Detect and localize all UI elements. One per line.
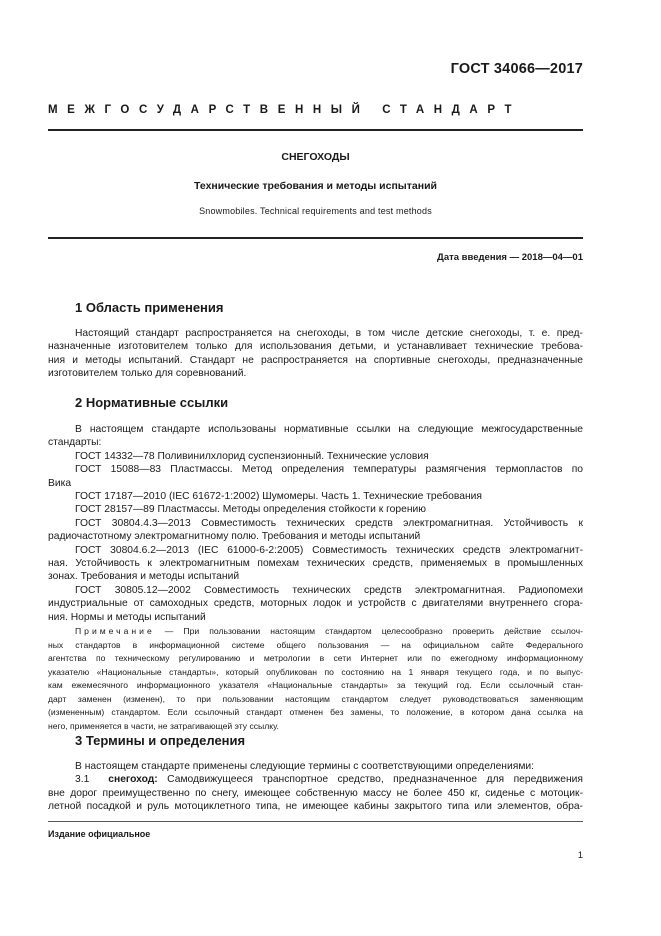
- note-line: кам ежемесячного информационного указателя «Национальные стандарты» за текущий год. Если ссылочный стан-: [48, 680, 583, 690]
- note-line: агентства по техническому регулированию и метрологии в сети Интернет или по ежегодному информационному: [48, 653, 583, 663]
- note-line: указателю «Национальные стандарты», который опубликован по состоянию на 1 января текущего года, и по выпус-: [48, 666, 583, 677]
- reference-line: ГОСТ 15088—83 Пластмассы. Метод определения температуры размягчения термопластов по: [75, 464, 583, 476]
- text-line: назначенные изготовителем только для использования детьми, и устанавливает технические требова-: [48, 341, 583, 353]
- text-line: вне дорог преимущественно по снегу, имеющее собственную массу не более 450 кг, сиденье с мотоцик-: [48, 787, 583, 799]
- reference-line: зонах. Требования и методы испытаний: [48, 571, 240, 583]
- reference-line: ния. Нормы и методы испытаний: [48, 611, 206, 623]
- text-line: ния и методы испытаний. Стандарт не распространяется на спортивные снегоходы, предназначенные: [48, 354, 583, 366]
- text-line: летной посадкой и руль мотоциклетного типа, не имеющее кабины закрытого типа или элементов, обра-: [48, 801, 583, 813]
- reference-line: ГОСТ 17187—2010 (IEC 61672-1:2002) Шумомеры. Часть 1. Технические требования: [75, 491, 482, 503]
- text-line: В настоящем стандарте использованы нормативные ссылки на следующие межгосударственные: [75, 424, 583, 435]
- reference-line: ная. Устойчивость к электромагнитным помехам технических средств, применяемых в промышленных: [48, 558, 583, 570]
- reference-line: ГОСТ 30804.4.3—2013 Совместимость технических средств электромагнитная. Устойчивость к: [75, 517, 583, 529]
- text-line: Настоящий стандарт распространяется на снегоходы, в том числе детские снегоходы, т. е. пред-: [75, 328, 583, 339]
- text-line: стандарты:: [48, 437, 102, 449]
- reference-line: ГОСТ 28157—89 Пластмассы. Методы определения стойкости к горению: [75, 504, 426, 516]
- reference-line: ГОСТ 14332—78 Поливинилхлорид суспензионный. Технические условия: [75, 450, 429, 462]
- title-divider: [48, 237, 583, 239]
- note-line: Примечание — При пользовании настоящим стандартом целесообразно проверить действие ссылоч-: [75, 626, 583, 636]
- reference-line: ГОСТ 30805.12—2002 Совместимость технических средств электромагнитная. Радиопомехи: [75, 584, 583, 596]
- term-number: 3.1: [75, 774, 90, 786]
- interstate-standard-banner: МЕЖГОСУДАРСТВЕННЫЙ СТАНДАРТ: [48, 104, 522, 116]
- reference-line: Вика: [48, 477, 72, 489]
- section-1-body: [48, 327, 583, 381]
- text-line: изготовителем только для соревнований.: [48, 368, 247, 380]
- note-line: дарт заменен (изменен), то при пользовании настоящим стандартом следует руководствоваться заменяющим: [48, 693, 583, 704]
- header-divider: [48, 129, 583, 131]
- official-edition-label: Издание официальное: [48, 829, 151, 839]
- references-note: [48, 625, 583, 733]
- document-subtitle: Технические требования и методы испытаний: [194, 180, 437, 192]
- section-1-heading: 1 Область применения: [75, 300, 224, 315]
- section-3-body: [48, 760, 583, 814]
- term-name: снегоход:: [108, 774, 158, 786]
- text-line: В настоящем стандарте применены следующие термины с соответствующими определениями:: [75, 761, 535, 772]
- section-2-heading: 2 Нормативные ссылки: [75, 395, 229, 410]
- footer-divider: [48, 821, 583, 822]
- introduction-date: Дата введения — 2018—04—01: [437, 252, 583, 263]
- section-3-heading: 3 Термины и определения: [75, 733, 246, 748]
- term-definition: Самодвижущееся транспортное средство, предназначенное для передвижения: [157, 774, 583, 786]
- reference-line: индустриальные от самоходных средств, моторных лодок и устройств с двигателями внутреннего сгора-: [48, 598, 583, 610]
- section-2-body: [48, 423, 583, 624]
- note-line: него, применяется в части, не затрагивающей эту ссылку.: [48, 720, 279, 731]
- reference-line: радиочастотному электромагнитному полю. Требования и методы испытаний: [48, 531, 421, 543]
- note-line: (измененным) стандартом. Если ссылочный стандарт отменен без замены, то положение, в котором дана ссылка на: [48, 707, 583, 717]
- reference-line: ГОСТ 30804.6.2—2013 (IEC 61000-6-2:2005) Совместимость технических средств электромагнит-: [75, 544, 583, 556]
- note-line: ных стандартов в информационной системе общего пользования — на официальном сайте Федерального: [48, 639, 583, 650]
- gost-number: ГОСТ 34066—2017: [450, 61, 583, 77]
- english-title: Snowmobiles. Technical requirements and test methods: [199, 206, 432, 216]
- term-line: [48, 773, 583, 786]
- note-label: Примечание: [75, 626, 155, 636]
- document-title: СНЕГОХОДЫ: [281, 151, 350, 163]
- page-number: 1: [577, 850, 583, 861]
